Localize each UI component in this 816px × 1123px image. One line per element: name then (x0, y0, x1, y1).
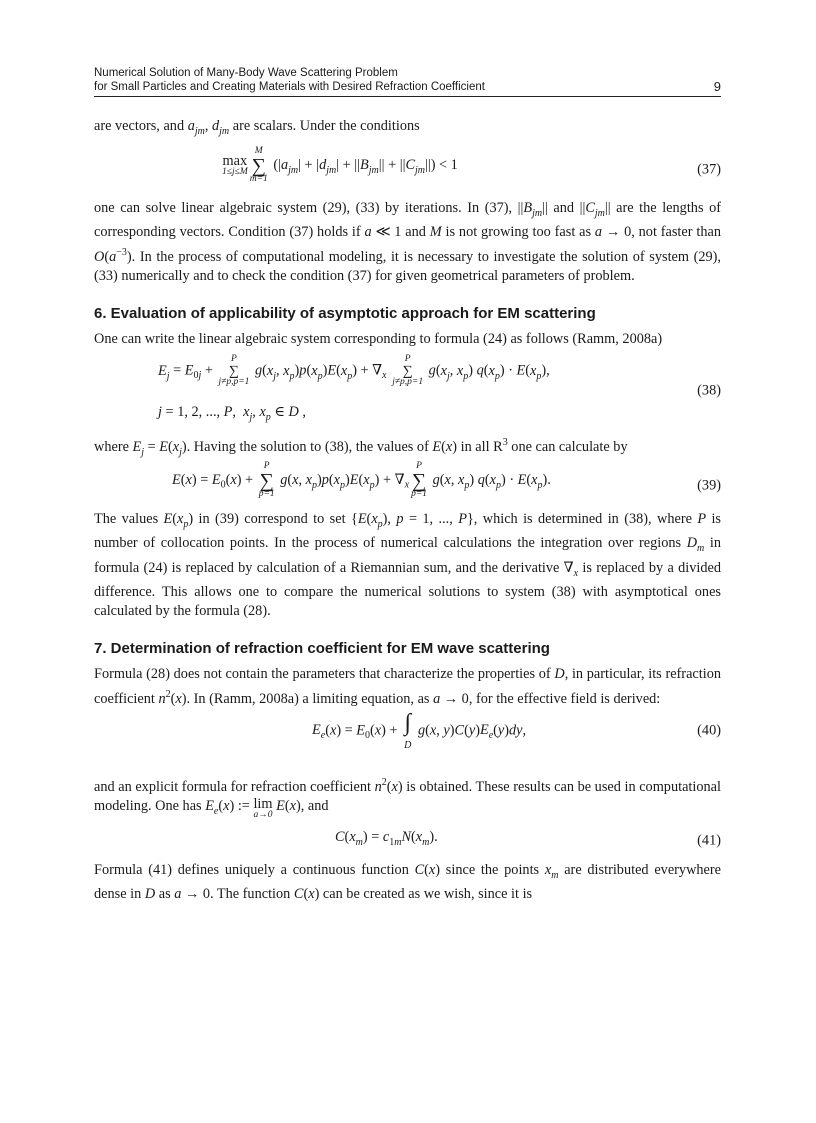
paragraph-formula-28: Formula (28) does not contain the parameters that characterize the properties of D, in particular, its refraction coefficient $n^2(x)$. In (Ramm, 2008a) a limiting equation, as a → 0, for the effective field is derived: (94, 666, 722, 707)
paragraph-explicit-formula: and an explicit formula for refraction coefficient $n^2(x)$ is obtained. These results can be used in computational modeling. One has $E_e(x)$ := lim a→0 E(x), and (94, 776, 721, 820)
equation-number-41: (41) (697, 832, 721, 849)
page-number: 9 (713, 79, 721, 94)
equation-41: $C(x_m) = c_{1m}N(x_m)$. (41) (335, 828, 721, 849)
section-6-heading: 6. Evaluation of applicability of asymptotic approach for EM scattering (94, 304, 596, 322)
paragraph-iterations: one can solve linear algebraic system (29), (33) by iterations. In (37), $||B_{jm}||$ and $||C_{jm}||$ are the lengths of corresponding vectors. Condition (37) holds if a ≪ 1 and M is not growing too fast as a → 0, not faster than $O(a^{-3})$. In the process of computational modeling, it is necessary to investigate the solution of system (29), (33) numerically and to check the condition (37) for given geometrical parameters of problem. (94, 200, 721, 284)
equation-number-39: (39) (697, 477, 721, 494)
equation-38: $E_j = E_{0j}$ + P ∑ j≠p,p=1 $g(x_j$, $x_p)p(x_p)E(x_p) + \nabla_x$ P ∑ j≠p,p=1 $g(x_j$, $x_p$) $q(x_p) \cdot E(x_p)$, j = 1, 2, ..., P, $x_j$, $x_p$ ∈ D , (38) (158, 354, 721, 424)
equation-39: $E(x) = E_0(x)$ + P ∑ p=1 g(x, $x_p)p(x_p)E(x_p) + \nabla_x$ P ∑ p=1 g(x, $x_p$) $q(x_p) \cdot E(x_p)$. (39) (172, 461, 721, 499)
equation-number-37: (37) (697, 161, 721, 178)
paragraph-linear-system: One can write the linear algebraic system corresponding to formula (24) as follows (Ramm, 2008a) (94, 330, 663, 347)
paragraph-formula-41: Formula (41) defines uniquely a continuous function C(x) since the points $x_m$ are distributed everywhere dense in D as a → 0. The function C(x) can be created as we wish, since it is (94, 861, 721, 902)
header-title-line-2: for Small Particles and Creating Materials with Desired Refraction Coefficient (94, 81, 485, 93)
section-7-heading: 7. Determination of refraction coefficient for EM wave scattering (94, 640, 550, 658)
equation-40: $E_e(x) = E_0(x)$ + ∫ D g(x, $y)C(y)E_e(y)dy$, (40) (312, 709, 721, 751)
header-title-line-1: Numerical Solution of Many-Body Wave Scattering Problem (94, 67, 398, 79)
equation-number-40: (40) (697, 722, 721, 739)
equation-37: max 1≤j≤M M ∑ m=1 $(|a_{jm}| + |d_{jm}| + ||B_{jm}|| + ||C_{jm}||) < 1$ (37) (222, 146, 721, 184)
paragraph-vectors-scalars: are vectors, and $a_{jm}$, $d_{jm}$ are scalars. Under the conditions (94, 118, 420, 137)
equation-number-38: (38) (697, 382, 721, 399)
page (94, 66, 721, 904)
running-header (94, 66, 721, 97)
paragraph-collocation: The values $E(x_p)$ in (39) correspond to set {$E(x_p)$, p = 1, ..., P}, which is determined in (38), where P is number of collocation points. In the process of numerical calculations the integration over regions $D_m$ in formula (24) is replaced by calculation of a Riemannian sum, and the derivative $\nabla_x$ is replaced by a divided difference. This allows one to compare the numerical solutions to system (38) with asymptotical ones calculated by the formula (28). (94, 511, 721, 619)
paragraph-solution-38: where $E_j = E(x_j)$. Having the solution to (38), the values of E(x) in all $R^3$ one can calculate by (94, 437, 628, 458)
